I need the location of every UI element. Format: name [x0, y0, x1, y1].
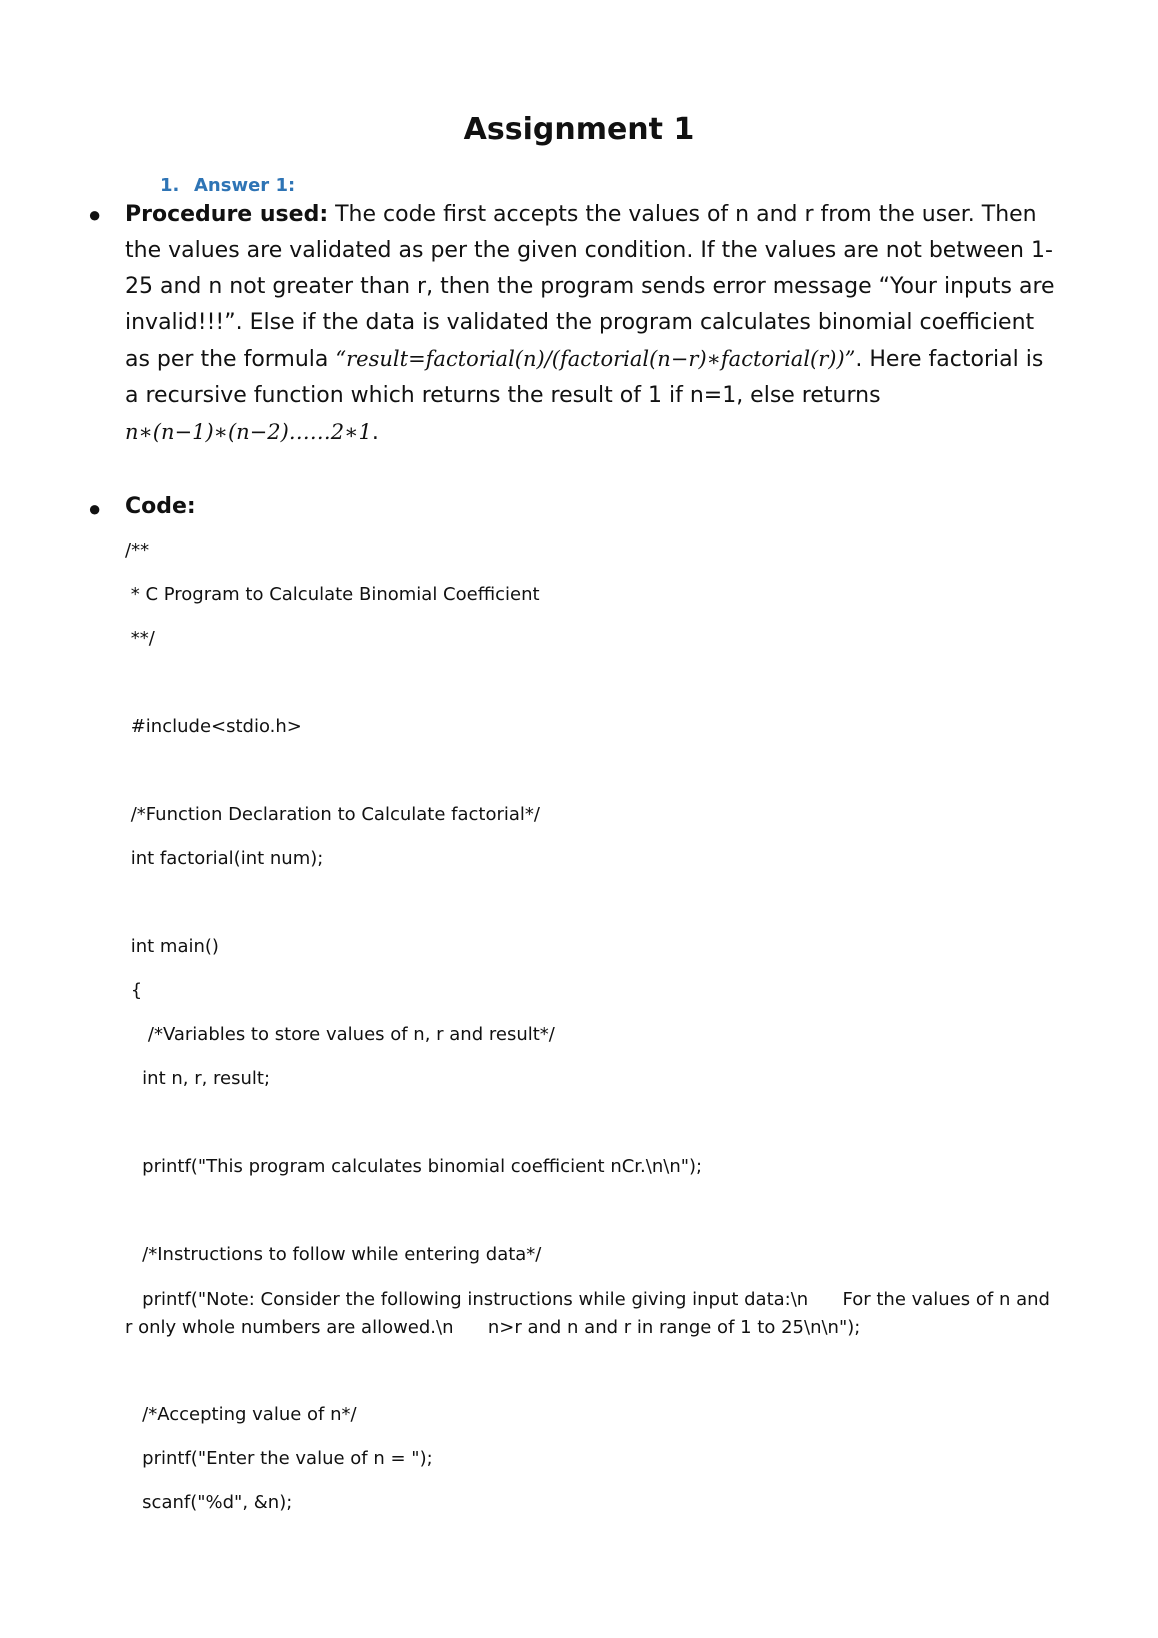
- formula-2: n∗(n−1)∗(n−2)……2∗1: [125, 420, 372, 444]
- code-line: int factorial(int num);: [125, 848, 324, 869]
- bullet-icon: ●: [88, 202, 102, 227]
- code-line: /**: [125, 540, 150, 561]
- formula: “result=factorial(n)/(factorial(n−r)∗factorial(r))”: [335, 347, 856, 371]
- code-line: printf("Note: Consider the following instructions while giving input data:\n For the values of n and r only whole numbers are allowed.\n n>r and n and r in range of 1 to 25\n\n");: [125, 1289, 1056, 1338]
- answer-number: 1.: [160, 175, 180, 196]
- code-line: /*Variables to store values of n, r and result*/: [125, 1024, 555, 1045]
- procedure-text-2: . Here factorial is a recursive function which returns the result of 1 if n=1, else returns: [125, 347, 1044, 408]
- procedure-paragraph: [125, 197, 1060, 451]
- code-line: /*Accepting value of n*/: [125, 1404, 357, 1425]
- bullet-icon: ●: [88, 496, 102, 521]
- code-heading: Code:: [125, 494, 196, 519]
- procedure-text-1: The code first accepts the values of n and r from the user. Then the values are validated as per the given condition. If the values are not between 1-25 and n not greater than r, then the program sends error message “Your inputs are invalid!!!”. Else if the data is validated the program calculates binomial coefficient as per the formula: [125, 202, 1055, 372]
- code-line: #include<stdio.h>: [125, 716, 302, 737]
- code-line: * C Program to Calculate Binomial Coefficient: [125, 584, 540, 605]
- page-title: Assignment 1: [463, 112, 695, 147]
- procedure-text-3: .: [371, 420, 379, 445]
- code-line: /*Instructions to follow while entering data*/: [125, 1244, 542, 1265]
- code-line: int main(): [125, 936, 219, 957]
- procedure-label: Procedure used:: [125, 202, 329, 227]
- code-line: /*Function Declaration to Calculate factorial*/: [125, 804, 540, 825]
- code-line: int n, r, result;: [125, 1068, 271, 1089]
- code-line: printf("This program calculates binomial coefficient nCr.\n\n");: [125, 1156, 703, 1177]
- code-line: **/: [125, 628, 155, 649]
- code-line: {: [125, 980, 143, 1001]
- answer-heading: [160, 175, 295, 196]
- code-line: printf("Enter the value of n = ");: [125, 1448, 433, 1469]
- code-line: scanf("%d", &n);: [125, 1492, 293, 1513]
- answer-label: Answer 1:: [194, 175, 296, 196]
